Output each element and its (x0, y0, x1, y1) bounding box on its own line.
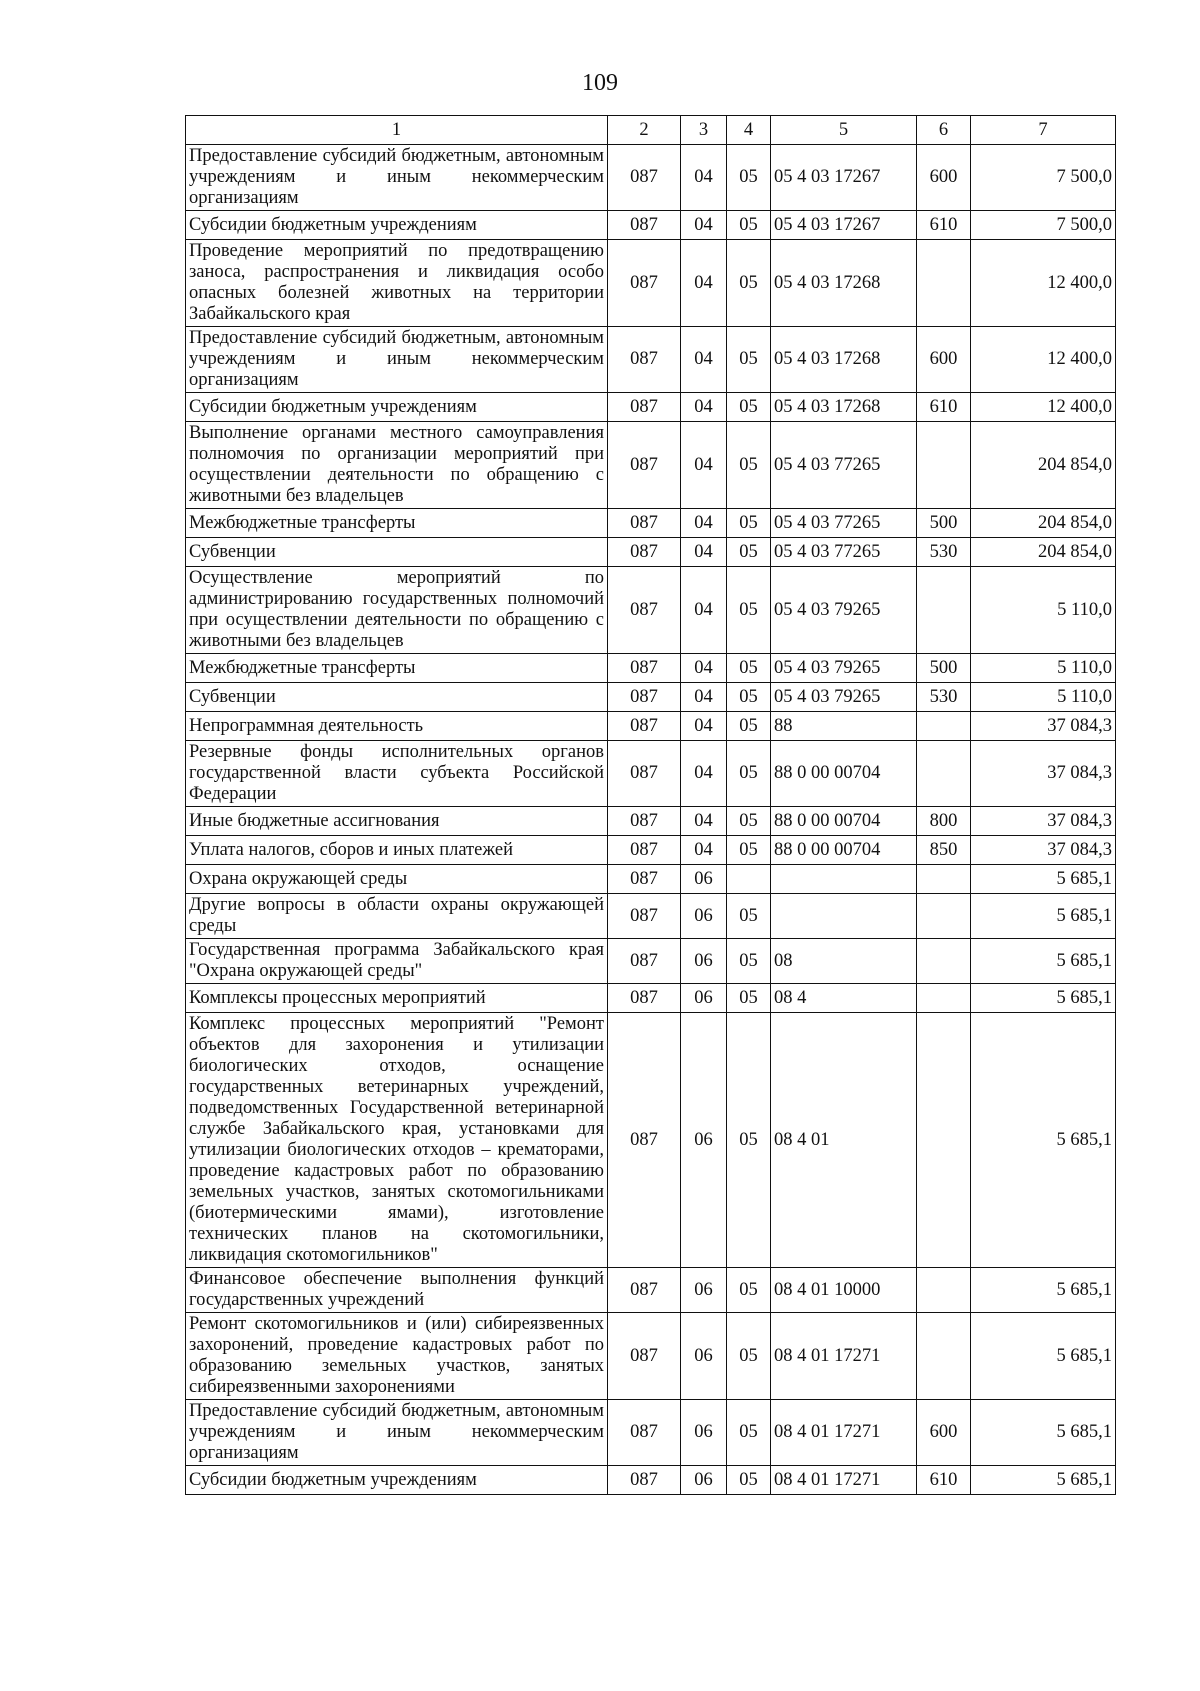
cell-col6 (917, 939, 971, 984)
cell-col2: 087 (608, 327, 681, 393)
cell-col6 (917, 1268, 971, 1313)
cell-col2: 087 (608, 567, 681, 654)
cell-col3: 06 (681, 894, 727, 939)
cell-col3: 04 (681, 654, 727, 683)
cell-col3: 04 (681, 712, 727, 741)
row-description: Осуществление мероприятий по администрированию государственных полномочий при осуществлении деятельности по обращению с животными без владельцев (186, 567, 608, 654)
cell-col2: 087 (608, 211, 681, 240)
cell-col3: 06 (681, 984, 727, 1013)
table-row (186, 939, 1116, 984)
row-description: Государственная программа Забайкальского края "Охрана окружающей среды" (186, 939, 608, 984)
cell-col2: 087 (608, 145, 681, 211)
row-description: Уплата налогов, сборов и иных платежей (186, 836, 608, 865)
column-header: 6 (917, 116, 971, 145)
row-description: Межбюджетные трансферты (186, 509, 608, 538)
table-row (186, 807, 1116, 836)
cell-col5: 08 4 01 10000 (771, 1268, 917, 1313)
column-header: 3 (681, 116, 727, 145)
cell-col5: 08 4 01 17271 (771, 1466, 917, 1495)
cell-amount: 5 685,1 (971, 1400, 1116, 1466)
cell-col4: 05 (727, 654, 771, 683)
cell-col6 (917, 712, 971, 741)
cell-col6 (917, 567, 971, 654)
budget-table (185, 115, 1116, 1495)
cell-col4: 05 (727, 393, 771, 422)
cell-col2: 087 (608, 836, 681, 865)
cell-col3: 04 (681, 145, 727, 211)
cell-amount: 12 400,0 (971, 393, 1116, 422)
column-header: 5 (771, 116, 917, 145)
cell-col6 (917, 865, 971, 894)
cell-col4: 05 (727, 836, 771, 865)
cell-col5: 05 4 03 17268 (771, 327, 917, 393)
cell-col4 (727, 865, 771, 894)
cell-col5: 08 4 (771, 984, 917, 1013)
cell-col3: 04 (681, 393, 727, 422)
row-description: Субсидии бюджетным учреждениям (186, 393, 608, 422)
cell-col4: 05 (727, 327, 771, 393)
cell-col3: 06 (681, 1400, 727, 1466)
cell-amount: 12 400,0 (971, 327, 1116, 393)
cell-col3: 04 (681, 567, 727, 654)
header-row (186, 116, 1116, 145)
row-description: Иные бюджетные ассигнования (186, 807, 608, 836)
table-row (186, 538, 1116, 567)
cell-col6: 600 (917, 1400, 971, 1466)
table-row (186, 836, 1116, 865)
cell-col4: 05 (727, 1268, 771, 1313)
cell-col5: 05 4 03 17268 (771, 393, 917, 422)
cell-col2: 087 (608, 538, 681, 567)
cell-amount: 5 685,1 (971, 939, 1116, 984)
cell-col6 (917, 240, 971, 327)
cell-col4: 05 (727, 1313, 771, 1400)
cell-col6: 800 (917, 807, 971, 836)
cell-col2: 087 (608, 1313, 681, 1400)
cell-col6 (917, 894, 971, 939)
table-row (186, 327, 1116, 393)
cell-col2: 087 (608, 422, 681, 509)
table-row (186, 567, 1116, 654)
cell-col4: 05 (727, 145, 771, 211)
cell-col2: 087 (608, 654, 681, 683)
cell-amount: 37 084,3 (971, 741, 1116, 807)
cell-col3: 06 (681, 1313, 727, 1400)
cell-amount: 5 110,0 (971, 683, 1116, 712)
cell-col2: 087 (608, 984, 681, 1013)
cell-col6: 500 (917, 509, 971, 538)
cell-col3: 04 (681, 240, 727, 327)
cell-col6 (917, 984, 971, 1013)
cell-col2: 087 (608, 1400, 681, 1466)
table-row (186, 984, 1116, 1013)
cell-col6: 600 (917, 327, 971, 393)
cell-col4: 05 (727, 807, 771, 836)
cell-col5: 05 4 03 77265 (771, 538, 917, 567)
cell-col6: 600 (917, 145, 971, 211)
cell-col5: 05 4 03 77265 (771, 509, 917, 538)
table-row (186, 894, 1116, 939)
cell-col4: 05 (727, 240, 771, 327)
table-row (186, 1400, 1116, 1466)
cell-col3: 06 (681, 1013, 727, 1268)
row-description: Межбюджетные трансферты (186, 654, 608, 683)
cell-col6: 610 (917, 211, 971, 240)
table-row (186, 865, 1116, 894)
cell-col5: 05 4 03 79265 (771, 654, 917, 683)
cell-amount: 204 854,0 (971, 538, 1116, 567)
cell-col4: 05 (727, 1013, 771, 1268)
cell-col6: 530 (917, 538, 971, 567)
table-row (186, 145, 1116, 211)
cell-col5: 88 0 00 00704 (771, 741, 917, 807)
row-description: Субсидии бюджетным учреждениям (186, 1466, 608, 1495)
cell-amount: 5 685,1 (971, 1313, 1116, 1400)
cell-col2: 087 (608, 1013, 681, 1268)
table-row (186, 1313, 1116, 1400)
cell-amount: 5 685,1 (971, 1268, 1116, 1313)
cell-amount: 5 110,0 (971, 567, 1116, 654)
cell-col3: 04 (681, 422, 727, 509)
cell-col4: 05 (727, 984, 771, 1013)
cell-col5: 05 4 03 79265 (771, 567, 917, 654)
cell-col3: 04 (681, 327, 727, 393)
cell-col5: 08 4 01 (771, 1013, 917, 1268)
cell-col3: 06 (681, 865, 727, 894)
cell-col3: 04 (681, 211, 727, 240)
cell-col5 (771, 865, 917, 894)
cell-col4: 05 (727, 538, 771, 567)
cell-col5 (771, 894, 917, 939)
cell-amount: 12 400,0 (971, 240, 1116, 327)
cell-col6: 500 (917, 654, 971, 683)
cell-col5: 08 4 01 17271 (771, 1400, 917, 1466)
row-description: Выполнение органами местного самоуправления полномочия по организации мероприятий при осуществлении деятельности по обращению с животными без владельцев (186, 422, 608, 509)
cell-col2: 087 (608, 393, 681, 422)
table-row (186, 1268, 1116, 1313)
cell-col5: 05 4 03 17267 (771, 211, 917, 240)
row-description: Резервные фонды исполнительных органов государственной власти субъекта Российской Федерации (186, 741, 608, 807)
row-description: Комплексы процессных мероприятий (186, 984, 608, 1013)
cell-col6 (917, 1313, 971, 1400)
cell-col3: 04 (681, 683, 727, 712)
cell-col4: 05 (727, 1466, 771, 1495)
cell-col4: 05 (727, 422, 771, 509)
page-number: 109 (582, 70, 618, 96)
cell-col6 (917, 422, 971, 509)
column-header: 1 (186, 116, 608, 145)
cell-col2: 087 (608, 712, 681, 741)
cell-col3: 04 (681, 509, 727, 538)
cell-col4: 05 (727, 741, 771, 807)
cell-col2: 087 (608, 509, 681, 538)
cell-amount: 5 685,1 (971, 894, 1116, 939)
cell-col6 (917, 741, 971, 807)
row-description: Проведение мероприятий по предотвращению заноса, распространения и ликвидация особо опасных болезней животных на территории Забайкальского края (186, 240, 608, 327)
cell-col4: 05 (727, 683, 771, 712)
table-row (186, 712, 1116, 741)
table-row (186, 683, 1116, 712)
cell-col4: 05 (727, 1400, 771, 1466)
column-header: 7 (971, 116, 1116, 145)
row-description: Другие вопросы в области охраны окружающей среды (186, 894, 608, 939)
cell-col3: 06 (681, 939, 727, 984)
cell-col4: 05 (727, 939, 771, 984)
cell-amount: 204 854,0 (971, 422, 1116, 509)
cell-col3: 04 (681, 741, 727, 807)
cell-amount: 37 084,3 (971, 712, 1116, 741)
cell-col4: 05 (727, 211, 771, 240)
cell-amount: 37 084,3 (971, 836, 1116, 865)
row-description: Субсидии бюджетным учреждениям (186, 211, 608, 240)
cell-col6: 610 (917, 393, 971, 422)
table-row (186, 211, 1116, 240)
cell-col5: 88 (771, 712, 917, 741)
cell-col3: 06 (681, 1268, 727, 1313)
cell-col5: 05 4 03 17267 (771, 145, 917, 211)
cell-col6: 530 (917, 683, 971, 712)
row-description: Охрана окружающей среды (186, 865, 608, 894)
row-description: Непрограммная деятельность (186, 712, 608, 741)
cell-amount: 37 084,3 (971, 807, 1116, 836)
cell-col4: 05 (727, 894, 771, 939)
cell-col6: 850 (917, 836, 971, 865)
cell-amount: 5 685,1 (971, 984, 1116, 1013)
cell-col2: 087 (608, 683, 681, 712)
row-description: Субвенции (186, 683, 608, 712)
cell-amount: 5 685,1 (971, 1013, 1116, 1268)
cell-col2: 087 (608, 865, 681, 894)
cell-col4: 05 (727, 567, 771, 654)
table-row (186, 1466, 1116, 1495)
cell-col3: 04 (681, 807, 727, 836)
cell-col2: 087 (608, 939, 681, 984)
cell-amount: 204 854,0 (971, 509, 1116, 538)
row-description: Предоставление субсидий бюджетным, автономным учреждениям и иным некоммерческим организациям (186, 1400, 608, 1466)
cell-col3: 04 (681, 836, 727, 865)
cell-col5: 08 4 01 17271 (771, 1313, 917, 1400)
cell-col4: 05 (727, 509, 771, 538)
cell-amount: 5 685,1 (971, 865, 1116, 894)
cell-col5: 08 (771, 939, 917, 984)
cell-col2: 087 (608, 1268, 681, 1313)
cell-col5: 05 4 03 77265 (771, 422, 917, 509)
cell-amount: 5 685,1 (971, 1466, 1116, 1495)
cell-col5: 05 4 03 79265 (771, 683, 917, 712)
cell-col6 (917, 1013, 971, 1268)
table-row (186, 509, 1116, 538)
column-header: 4 (727, 116, 771, 145)
cell-col2: 087 (608, 807, 681, 836)
cell-col2: 087 (608, 741, 681, 807)
cell-amount: 7 500,0 (971, 211, 1116, 240)
row-description: Предоставление субсидий бюджетным, автономным учреждениям и иным некоммерческим организациям (186, 327, 608, 393)
column-header: 2 (608, 116, 681, 145)
cell-col3: 06 (681, 1466, 727, 1495)
table-row (186, 240, 1116, 327)
row-description: Предоставление субсидий бюджетным, автономным учреждениям и иным некоммерческим организациям (186, 145, 608, 211)
cell-col2: 087 (608, 894, 681, 939)
table-row (186, 1013, 1116, 1268)
cell-amount: 7 500,0 (971, 145, 1116, 211)
cell-col5: 88 0 00 00704 (771, 836, 917, 865)
cell-amount: 5 110,0 (971, 654, 1116, 683)
row-description: Субвенции (186, 538, 608, 567)
table-row (186, 393, 1116, 422)
table-row (186, 422, 1116, 509)
cell-col5: 05 4 03 17268 (771, 240, 917, 327)
row-description: Комплекс процессных мероприятий "Ремонт объектов для захоронения и утилизации биологических отходов, оснащение государственных ветеринарных учреждений, подведомственных Государственной ветеринарной службе Забайкальского края, установками для утилизации биологических отходов – крематорами, проведение кадастровых работ по образованию земельных участков, занятых скотомогильниками (биотермическими ямами), изготовление технических планов на скотомогильники, ликвидация скотомогильников" (186, 1013, 608, 1268)
cell-col5: 88 0 00 00704 (771, 807, 917, 836)
cell-col2: 087 (608, 240, 681, 327)
row-description: Ремонт скотомогильников и (или) сибиреязвенных захоронений, проведение кадастровых работ по образованию земельных участков, занятых сибиреязвенными захоронениями (186, 1313, 608, 1400)
cell-col3: 04 (681, 538, 727, 567)
table-row (186, 741, 1116, 807)
table-row (186, 654, 1116, 683)
cell-col4: 05 (727, 712, 771, 741)
row-description: Финансовое обеспечение выполнения функций государственных учреждений (186, 1268, 608, 1313)
cell-col6: 610 (917, 1466, 971, 1495)
cell-col2: 087 (608, 1466, 681, 1495)
